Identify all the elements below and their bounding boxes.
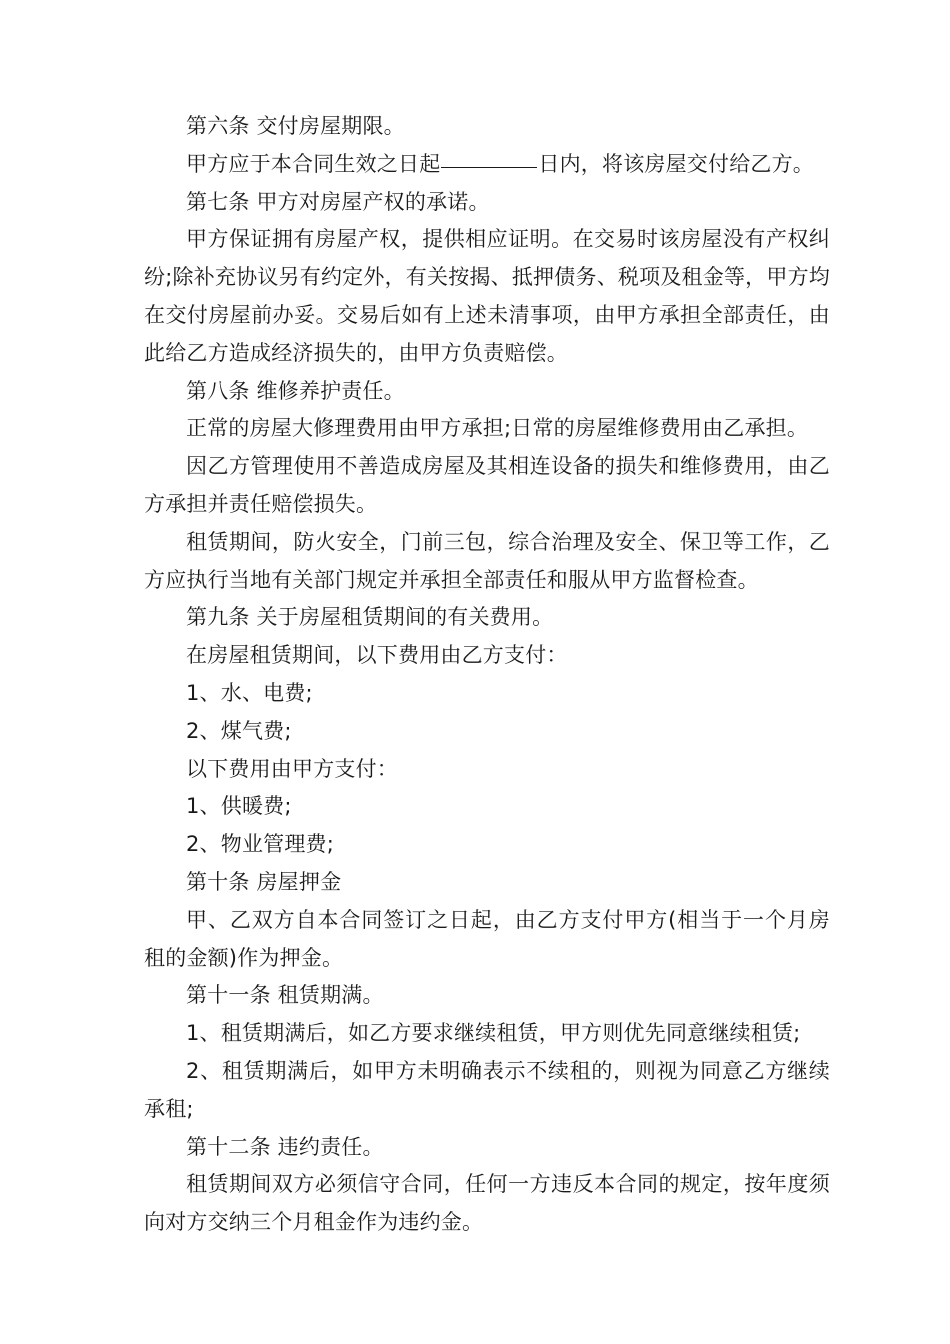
days-blank-field (441, 166, 537, 168)
article-6-body (144, 146, 830, 184)
document-body (144, 108, 830, 1242)
article-12-heading: 第十二条 违约责任。 (186, 1134, 384, 1159)
article-8-heading: 第八条 维修养护责任。 (186, 378, 405, 403)
list-item: 1、租赁期满后，如乙方要求继续租赁，甲方则优先同意继续租赁; (186, 1021, 801, 1046)
article-6-body-start: 甲方应于本合同生效之日起 (186, 151, 441, 176)
article-9-tenant-intro: 在房屋租赁期间，以下费用由乙方支付： (186, 643, 568, 668)
article-7-body: 甲方保证拥有房屋产权，提供相应证明。在交易时该房屋没有产权纠纷;除补充协议另有约定外，有关按揭、抵押债务、税项及租金等，甲方均在交付房屋前办妥。交易后如有上述未清事项，由甲方承担全部责任，由此给乙方造成经济损失的，由甲方负责赔偿。 (144, 227, 830, 365)
list-item: 2、煤气费; (186, 718, 292, 743)
article-8-body-1: 正常的房屋大修理费用由甲方承担;日常的房屋维修费用由乙承担。 (186, 416, 809, 441)
article-8-body-3: 租赁期间，防火安全，门前三包，综合治理及安全、保卫等工作，乙方应执行当地有关部门规定并承担全部责任和服从甲方监督检查。 (144, 529, 830, 592)
article-6-body-end: 日内，将该房屋交付给乙方。 (538, 151, 815, 176)
list-item: 2、租赁期满后，如甲方未明确表示不续租的，则视为同意乙方继续承租; (144, 1058, 830, 1121)
article-10-body: 甲、乙双方自本合同签订之日起，由乙方支付甲方(相当于一个月房租的金额)作为押金。 (144, 907, 830, 970)
article-7-heading: 第七条 甲方对房屋产权的承诺。 (186, 189, 490, 214)
article-9-heading: 第九条 关于房屋租赁期间的有关费用。 (186, 605, 554, 630)
article-6-heading: 第六条 交付房屋期限。 (186, 114, 405, 138)
article-11-heading: 第十一条 租赁期满。 (186, 983, 384, 1008)
article-12-body: 租赁期间双方必须信守合同，任何一方违反本合同的规定，按年度须向对方交纳三个月租金作为违约金。 (144, 1172, 830, 1235)
list-item: 1、供暖费; (186, 794, 292, 819)
article-10-heading: 第十条 房屋押金 (186, 869, 342, 894)
list-item: 1、水、电费; (186, 680, 313, 705)
article-8-body-2: 因乙方管理使用不善造成房屋及其相连设备的损失和维修费用，由乙方承担并责任赔偿损失。 (144, 454, 830, 516)
article-9-landlord-intro: 以下费用由甲方支付： (186, 756, 398, 781)
list-item: 2、物业管理费; (186, 832, 335, 857)
